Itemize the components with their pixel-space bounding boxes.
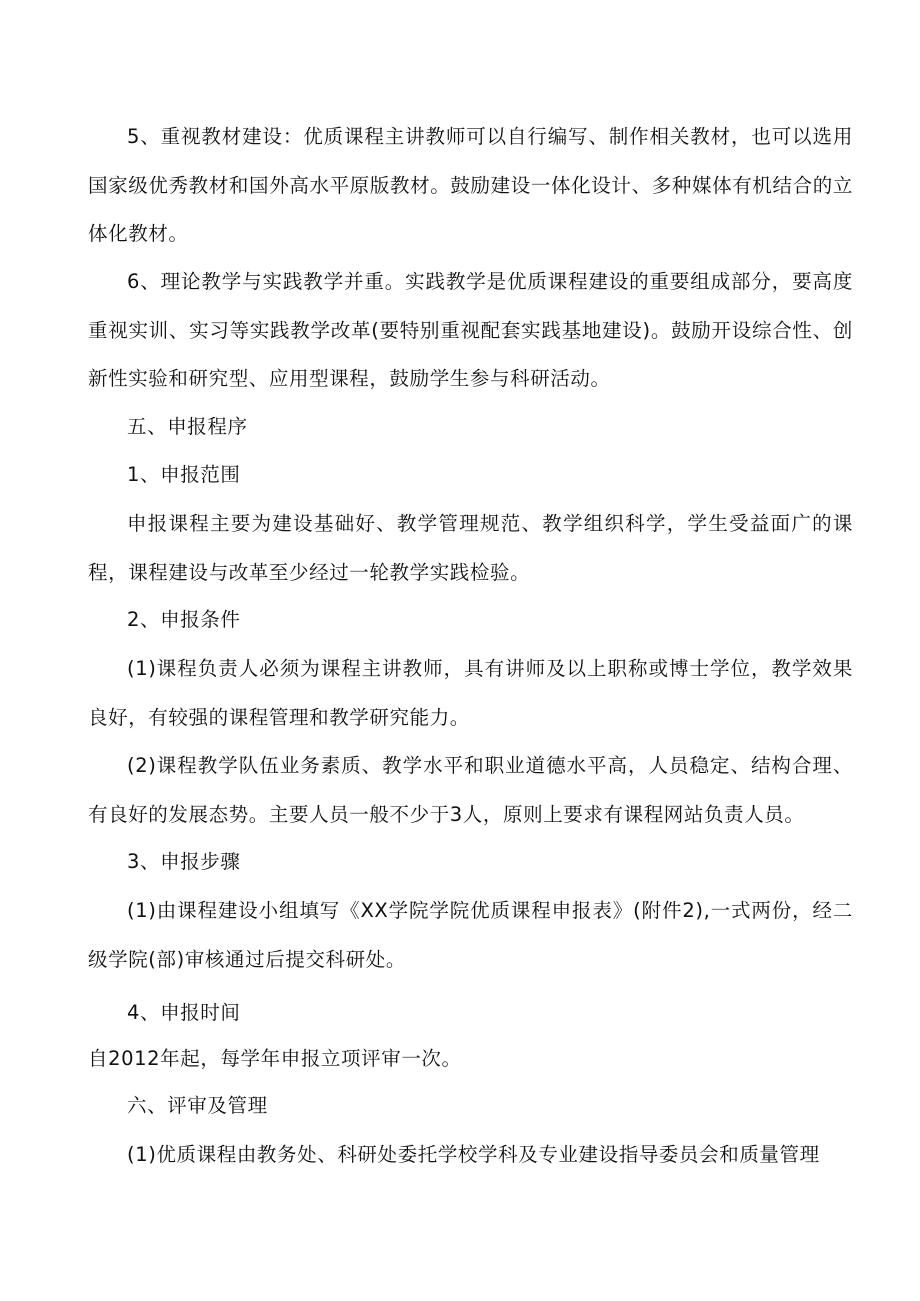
section-heading-application-procedure: 五、申报程序 [127, 415, 248, 438]
paragraph-theory-practice: 6、理论教学与实践教学并重。实践教学是优质课程建设的重要组成部分，要高度重视实训、实习等实践教学改革(要特别重视配套实践基地建设)。鼓励开设综合性、创新性实验和研究型、应用型课程，鼓励学生参与科研活动。 [88, 270, 853, 390]
paragraph-review-1: (1)优质课程由教务处、科研处委托学校学科及专业建设指导委员会和质量管理 [127, 1143, 820, 1166]
subheading-application-time: 4、申报时间 [127, 1001, 241, 1024]
paragraph-textbook-construction: 5、重视教材建设：优质课程主讲教师可以自行编写、制作相关教材，也可以选用国家级优秀教材和国外高水平原版教材。鼓励建设一体化设计、多种媒体有机结合的立体化教材。 [88, 125, 853, 245]
subheading-application-conditions: 2、申报条件 [127, 608, 241, 631]
subheading-application-scope: 1、申报范围 [127, 463, 241, 486]
paragraph-step-1: (1)由课程建设小组填写《XX学院学院优质课程申报表》(附件2),一式两份，经二级学院(部)审核通过后提交科研处。 [88, 899, 853, 971]
paragraph-condition-1: (1)课程负责人必须为课程主讲教师，具有讲师及以上职称或博士学位，教学效果良好，有较强的课程管理和教学研究能力。 [88, 657, 853, 729]
paragraph-application-time: 自2012年起，每学年申报立项评审一次。 [88, 1047, 462, 1070]
paragraph-application-scope: 申报课程主要为建设基础好、教学管理规范、教学组织科学，学生受益面广的课程，课程建设与改革至少经过一轮教学实践检验。 [88, 512, 853, 584]
paragraph-condition-2: (2)课程教学队伍业务素质、教学水平和职业道德水平高，人员稳定、结构合理、有良好的发展态势。主要人员一般不少于3人，原则上要求有课程网站负责人员。 [88, 754, 853, 826]
section-heading-review-management: 六、评审及管理 [127, 1094, 268, 1117]
subheading-application-steps: 3、申报步骤 [127, 850, 241, 873]
